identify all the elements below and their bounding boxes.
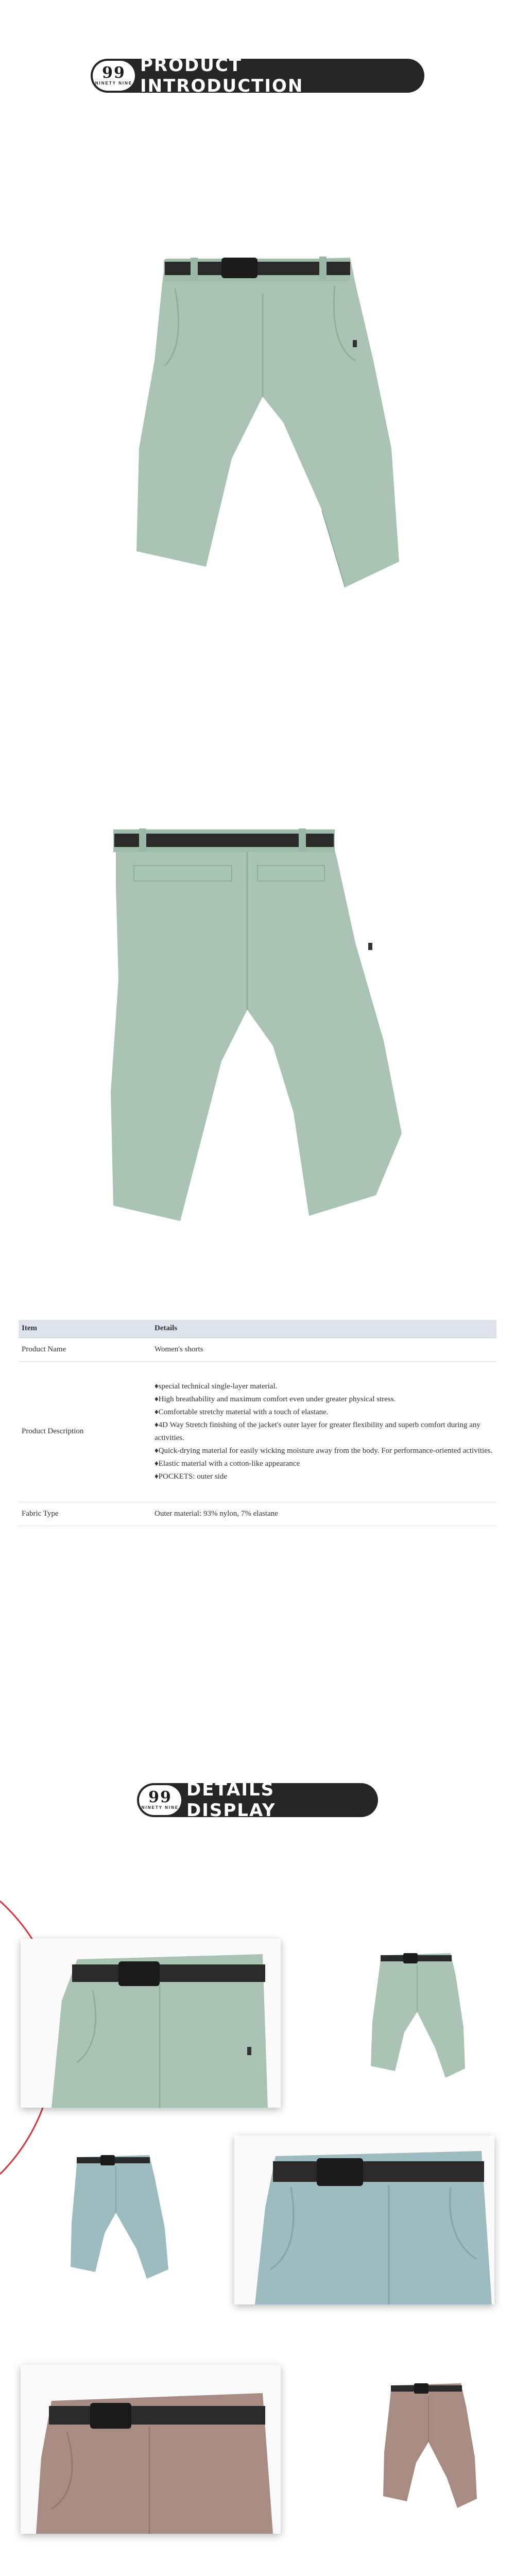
section-title: DETAILS DISPLAY [186, 1780, 276, 1821]
table-row [19, 1502, 496, 1526]
detail-photo-blue-waistband [234, 2136, 494, 2304]
row-item-product-description: Product Description [19, 1361, 151, 1502]
row-details-product-description: ♦special technical single-layer material. ♦High breathability and maximum comfort even under greater physical stress. ♦Comfortable stretchy material with a touch of elastane. ♦4D Way Stretch finishing of the jacket's outer layer for greater flexibility and superb comfort during any activities. ♦Quick-drying material for easily wicking moisture away from the body. For performance-oriented activities. ♦Elastic material with a cotton-like appearance ♦POCKETS: outer side [151, 1361, 496, 1502]
detail-small-shorts-sage [363, 1945, 466, 2084]
section-title: PRODUCT INTRODUCTION [140, 55, 304, 96]
row-item-fabric-type: Fabric Type [19, 1502, 151, 1526]
product-spec-table [19, 1320, 496, 1526]
brand-logo: 99 NINETY NINE [139, 1785, 181, 1815]
header-item: Item [19, 1320, 151, 1337]
row-details-product-name: Women's shorts [151, 1337, 496, 1361]
details-display-header [137, 1780, 378, 1821]
product-introduction-header [91, 55, 424, 96]
header-details: Details [151, 1320, 496, 1337]
detail-photo-sage-waistband [21, 1939, 281, 2108]
table-row [19, 1361, 496, 1502]
shorts-back-image [103, 824, 412, 1221]
brand-logo: 99 NINETY NINE [93, 61, 135, 91]
detail-small-shorts-mocha [376, 2375, 479, 2514]
shorts-front-image [113, 232, 402, 603]
detail-small-shorts-blue [64, 2146, 173, 2285]
table-row [19, 1337, 496, 1361]
row-item-product-name: Product Name [19, 1337, 151, 1361]
detail-photo-mocha-waistband [21, 2365, 281, 2534]
row-details-fabric-type: Outer material: 93% nylon, 7% elastane [151, 1502, 496, 1526]
table-header-row [19, 1320, 496, 1337]
